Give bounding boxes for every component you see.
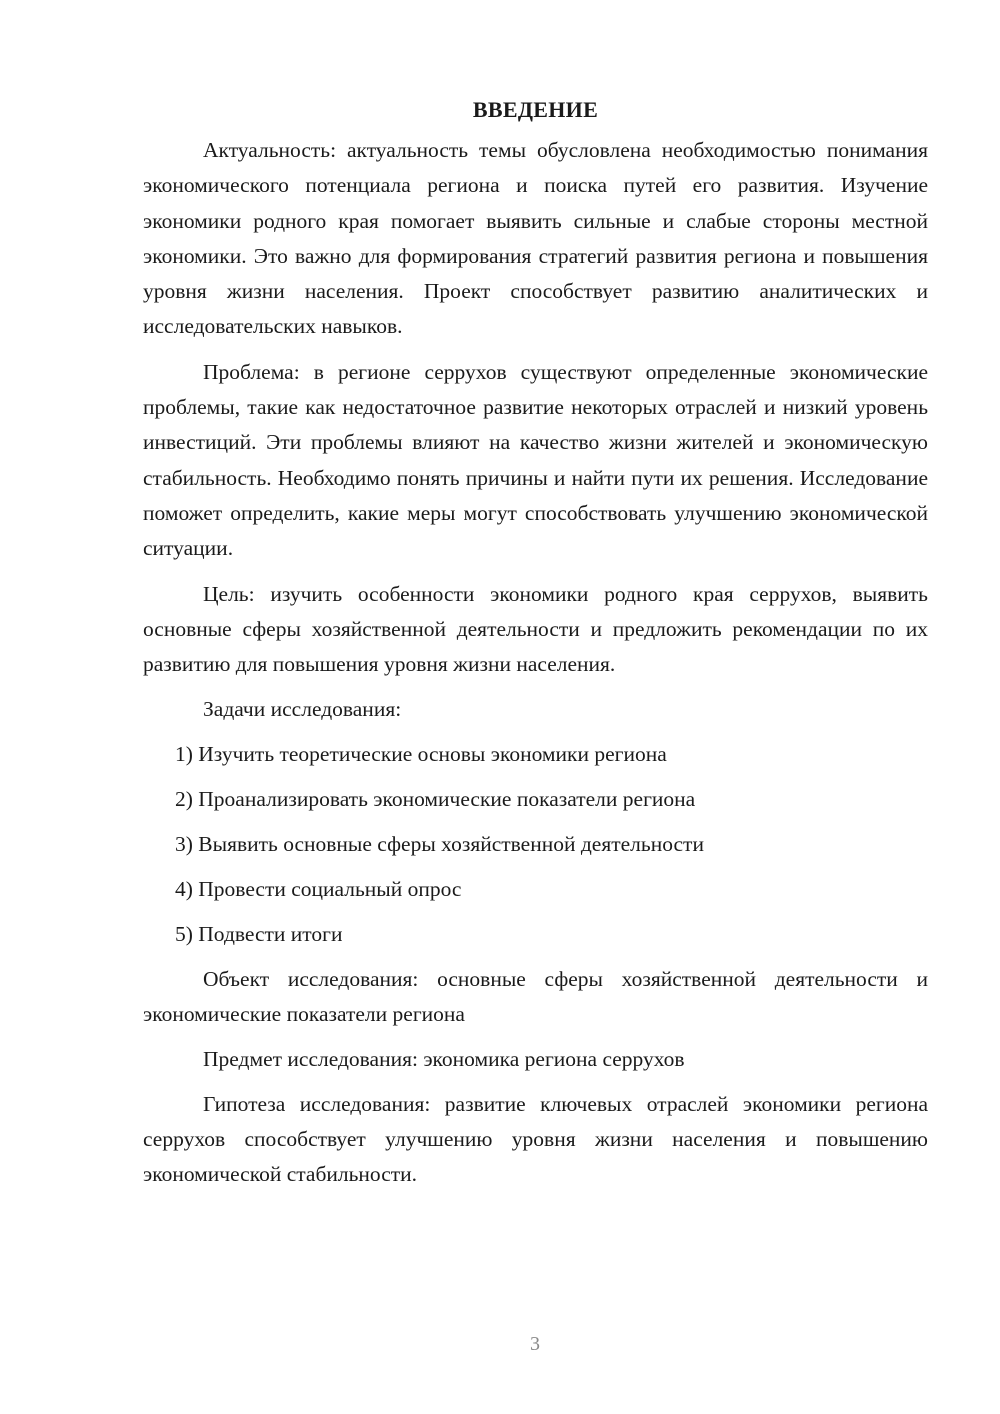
list-item: 1) Изучить теоретические основы экономики региона [175,741,667,766]
object-paragraph: Объект исследования: основные сферы хозяйственной деятельности и экономические показатели региона [143,966,928,1027]
list-item: 2) Проанализировать экономические показатели региона [175,786,696,811]
hypothesis-paragraph: Гипотеза исследования: развитие ключевых отраслей экономики региона серрухов способствует улучшению уровня жизни населения и повышению экономической стабильности. [143,1091,928,1187]
document-page [143,95,928,1203]
list-item: 4) Провести социальный опрос [175,876,462,901]
list-item: 3) Выявить основные сферы хозяйственной деятельности [175,831,704,856]
subject-paragraph: Предмет исследования: экономика региона серрухов [203,1047,685,1072]
problem-paragraph: Проблема: в регионе серрухов существуют определенные экономические проблемы, такие как недостаточное развитие некоторых отраслей и низкий уровень инвестиций. Эти проблемы влияют на качество жизни жителей и экономическую стабильность. Необходимо понять причины и найти пути их решения. Исследование поможет определить, какие меры могут способствовать улучшению экономической ситуации. [143,359,928,561]
list-item: 5) Подвести итоги [175,921,343,946]
page-number: 3 [530,1333,540,1355]
goal-paragraph: Цель: изучить особенности экономики родного края серрухов, выявить основные сферы хозяйственной деятельности и предложить рекомендации по их развитию для повышения уровня жизни населения. [143,581,928,677]
tasks-list [143,737,928,952]
tasks-heading: Задачи исследования: [203,697,402,722]
page-title: ВВЕДЕНИЕ [472,97,599,122]
relevance-paragraph: Актуальность: актуальность темы обусловлена необходимостью понимания экономического потенциала региона и поиска путей его развития. Изучение экономики родного края помогает выявить сильные и слабые стороны местной экономики. Это важно для формирования стратегий развития региона и повышения уровня жизни населения. Проект способствует развитию аналитических и исследовательских навыков. [143,138,928,339]
